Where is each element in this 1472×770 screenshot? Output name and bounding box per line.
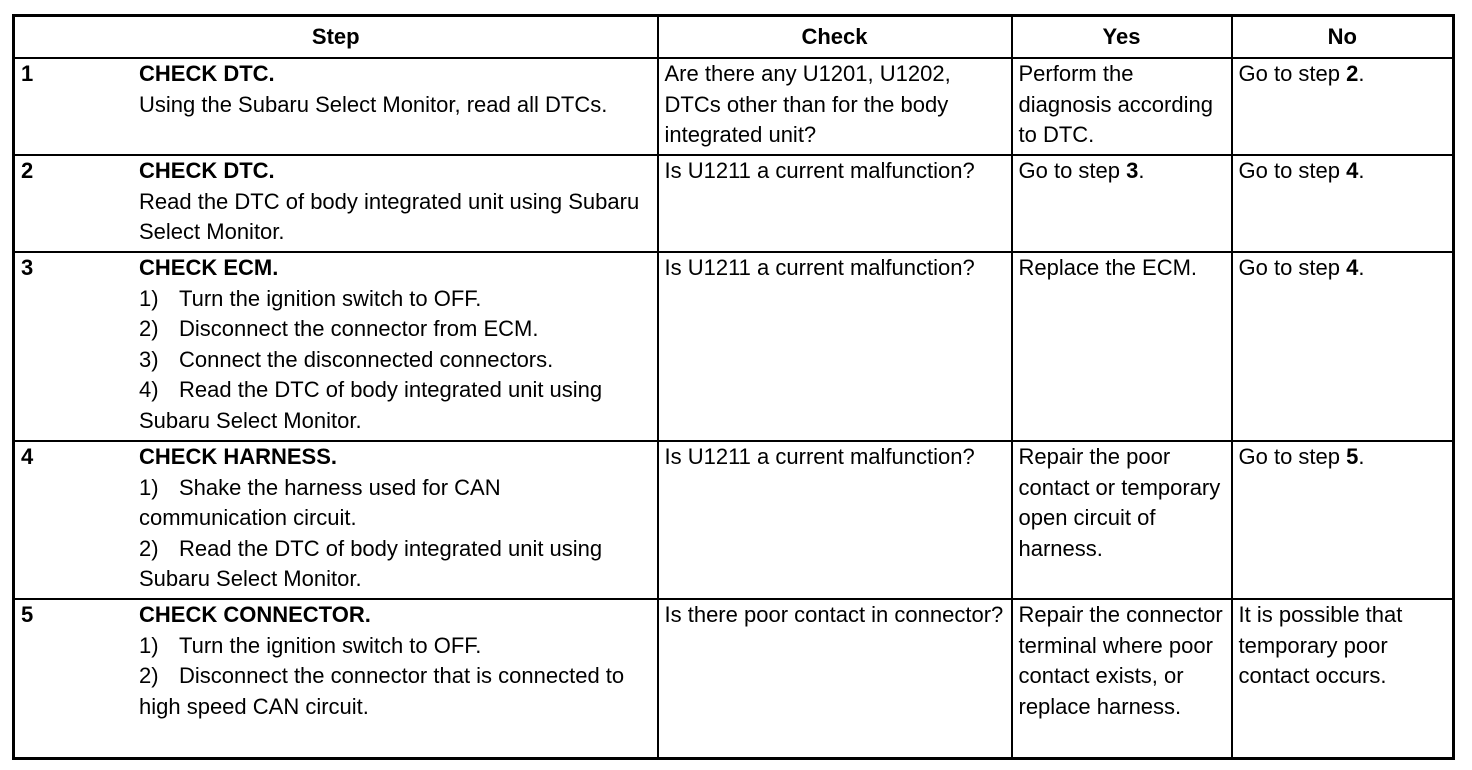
step-text: Read the DTC of body integrated unit using Subaru Select Monitor. xyxy=(139,188,640,244)
no-cell: It is possible that temporary poor contact occurs. xyxy=(1232,599,1454,759)
diagnostic-table xyxy=(12,14,1455,760)
substep xyxy=(139,284,651,315)
substep-number: 2) xyxy=(139,663,159,688)
substep-number: 2) xyxy=(139,535,159,561)
step-title: CHECK DTC. xyxy=(139,61,275,86)
step-text: Using the Subaru Select Monitor, read all DTCs. xyxy=(139,91,608,117)
step-cell xyxy=(14,252,658,441)
step-title: CHECK DTC. xyxy=(139,158,275,183)
no-step-ref: 2 xyxy=(1346,61,1359,86)
yes-cell: Repair the connector terminal where poor contact exists, or replace harness. xyxy=(1012,599,1232,759)
substep-text: Read the DTC of body integrated unit using Subaru Select Monitor. xyxy=(139,377,603,433)
step-cell xyxy=(14,155,658,252)
substep-text: Disconnect the connector from ECM. xyxy=(179,316,539,341)
no-text: Go to step xyxy=(1238,255,1347,280)
substep-number: 1) xyxy=(139,285,159,311)
check-cell: Is U1211 a current malfunction? xyxy=(658,441,1012,599)
no-cell xyxy=(1232,58,1454,155)
step-number: 1 xyxy=(21,61,34,86)
no-step-ref: 4 xyxy=(1346,158,1359,183)
substep-text: Connect the disconnected connectors. xyxy=(179,346,554,372)
table-row xyxy=(14,599,1454,759)
header-no: No xyxy=(1232,16,1454,59)
step-title: CHECK HARNESS. xyxy=(139,444,338,469)
step-number: 4 xyxy=(21,444,34,469)
table-row xyxy=(14,58,1454,155)
step-cell xyxy=(14,58,658,155)
substep-number: 4) xyxy=(139,377,159,402)
step-title: CHECK CONNECTOR. xyxy=(139,602,371,627)
step-cell xyxy=(14,441,658,599)
no-cell xyxy=(1232,155,1454,252)
substep xyxy=(139,375,651,436)
step-number: 5 xyxy=(21,602,34,627)
header-yes: Yes xyxy=(1012,16,1232,59)
yes-text: Go to step xyxy=(1018,158,1127,183)
step-title: CHECK ECM. xyxy=(139,255,279,280)
header-row xyxy=(14,16,1454,59)
no-suffix: . xyxy=(1358,444,1365,469)
substep xyxy=(139,314,651,345)
substep-number: 1) xyxy=(139,474,159,500)
substep-text: Read the DTC of body integrated unit using Subaru Select Monitor. xyxy=(139,535,603,591)
substep-number: 1) xyxy=(139,632,159,658)
substep-text: Turn the ignition switch to OFF. xyxy=(179,285,482,311)
table-row xyxy=(14,155,1454,252)
step-cell xyxy=(14,599,658,759)
no-text: Go to step xyxy=(1238,158,1347,183)
no-step-ref: 4 xyxy=(1346,255,1359,280)
no-text: Go to step xyxy=(1238,61,1347,86)
yes-cell: Replace the ECM. xyxy=(1012,252,1232,441)
step-number: 2 xyxy=(21,158,34,183)
yes-cell: Repair the poor contact or temporary open circuit of harness. xyxy=(1012,441,1232,599)
substep-text: Disconnect the connector that is connected to high speed CAN circuit. xyxy=(139,663,625,719)
check-cell: Is U1211 a current malfunction? xyxy=(658,155,1012,252)
substep xyxy=(139,534,651,595)
substep xyxy=(139,661,651,722)
no-text: Go to step xyxy=(1238,444,1347,469)
yes-step-ref: 3 xyxy=(1126,158,1139,183)
no-suffix: . xyxy=(1358,61,1365,86)
no-suffix: . xyxy=(1358,158,1365,183)
substep-text: Turn the ignition switch to OFF. xyxy=(179,632,482,658)
check-cell: Is there poor contact in connector? xyxy=(658,599,1012,759)
table-row xyxy=(14,252,1454,441)
substep-text: Shake the harness used for CAN communication circuit. xyxy=(139,474,501,530)
no-cell xyxy=(1232,252,1454,441)
substep xyxy=(139,631,651,662)
no-cell xyxy=(1232,441,1454,599)
substep xyxy=(139,345,651,376)
step-number: 3 xyxy=(21,255,34,280)
check-cell: Are there any U1201, U1202, DTCs other than for the body integrated unit? xyxy=(658,58,1012,155)
substep-number: 3) xyxy=(139,346,159,372)
yes-cell: Perform the diagnosis according to DTC. xyxy=(1012,58,1232,155)
no-step-ref: 5 xyxy=(1346,444,1359,469)
check-cell: Is U1211 a current malfunction? xyxy=(658,252,1012,441)
yes-suffix: . xyxy=(1138,158,1145,183)
substep-number: 2) xyxy=(139,316,159,341)
substep xyxy=(139,473,651,534)
no-suffix: . xyxy=(1358,255,1365,280)
table-row xyxy=(14,441,1454,599)
header-step: Step xyxy=(14,16,658,59)
header-check: Check xyxy=(658,16,1012,59)
yes-cell xyxy=(1012,155,1232,252)
